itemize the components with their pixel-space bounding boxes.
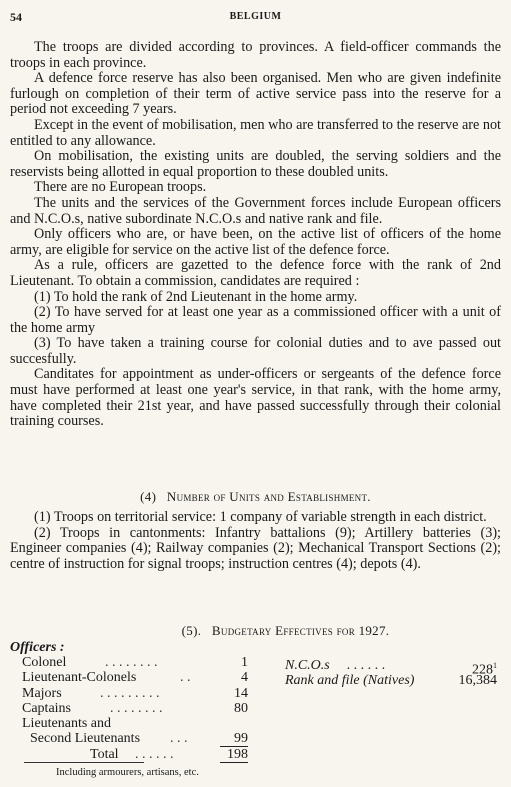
row-value: 80 (234, 700, 248, 716)
table-row (285, 658, 501, 678)
table-row-total (10, 747, 270, 762)
paragraph: Except in the event of mobilisation, men who are transferred to the reserve are not entitled to any allowance. (10, 116, 501, 149)
row-value: 99 (220, 731, 248, 747)
row-label: Total (90, 746, 119, 762)
row-value: 198 (220, 747, 248, 763)
paragraph: Only officers who are, or have been, on the active list of officers of the home army, are eligible for service on the active list of the defence force. (10, 226, 501, 258)
paragraph: On mobilisation, the existing units are doubled, the serving soldiers and the reservists being allotted in equal proportion to these doubled units. (10, 148, 501, 180)
others-column (285, 658, 501, 689)
leader-dots: . . . . . . . . . (100, 685, 160, 701)
table-row (10, 716, 270, 731)
officers-label: Officers : (10, 640, 65, 655)
row-value: 228 (472, 662, 493, 678)
running-head: BELGIUM (229, 11, 282, 22)
section-number: (5). (181, 623, 202, 638)
row-label: Lieutenants and (22, 716, 112, 732)
row-value: 4 (241, 670, 248, 686)
row-value: 14 (234, 685, 248, 701)
row-label: Rank and file (Natives) (285, 673, 415, 689)
units-text (10, 510, 501, 572)
row-label: Majors (22, 685, 62, 701)
paragraph: As a rule, officers are gazetted to the defence force with the rank of 2nd Lieutenant. To obtain a commission, candidates are required : (10, 257, 501, 289)
paragraph: Canditates for appointment as under-officers or sergeants of the defence force must have performed at least one year's service, in that rank, with the home army, have completed their 21st year, and have passed successfully through their colonial training courses. (10, 366, 501, 430)
paragraph: A defence force reserve has also been organised. Men who are given indefinite furlough on completion of their term of active service pass into the reserve for a period not exceeding 7 years. (10, 70, 501, 118)
paragraph: The troops are divided according to provinces. A field-officer commands the troops in each province. (10, 39, 501, 71)
page-number: 54 (10, 10, 22, 24)
section-title: Number of Units and Establishment. (166, 489, 371, 504)
section-number: (4) (140, 489, 157, 504)
table-row (10, 731, 270, 746)
row-label: Lieutenant-Colonels (22, 670, 137, 686)
row-label: Colonel (22, 655, 67, 670)
paragraph: (1) Troops on territorial service: 1 company of variable strength in each district. (34, 509, 487, 525)
requirement-item: (1) To hold the rank of 2nd Lieutenant in the home army. (34, 288, 358, 305)
row-value: 1 (241, 655, 248, 670)
table-row (285, 673, 501, 688)
row-label: N.C.O.s (285, 658, 330, 673)
requirement-item: (2) To have served for at least one year as a commissioned officer with a unit of the home army (10, 304, 501, 336)
leader-dots: . . . . . . (347, 658, 386, 673)
leader-dots: . . . . . . . . (105, 655, 158, 670)
row-label: Captains (22, 700, 71, 716)
table-row (10, 655, 270, 670)
leader-dots: . . . . . . . . (110, 700, 163, 716)
row-value: 16,384 (458, 673, 497, 689)
paragraph: There are no European troops. (34, 179, 207, 196)
leader-dots: . . . . . . (135, 746, 174, 762)
footnote-mark: 1 (493, 661, 497, 670)
section-heading-effectives (30, 623, 511, 639)
table-row (10, 701, 270, 716)
requirement-item: (3) To have taken a training course for colonial duties and to ave passed out succesfully. (10, 335, 501, 367)
page-header (10, 10, 501, 26)
table-row (10, 670, 270, 685)
footnote-rule (24, 762, 144, 763)
paragraph: (2) Troops in cantonments: Infantry battalions (9); Artillery batteries (3); Engineer companies (4); Railway companies (2); Mechanical Transport Sections (2); centre of instruction for signal troops; instruction centres (4); depots (4). (10, 524, 501, 572)
leader-dots: . . (180, 670, 191, 686)
leader-dots: . . . (170, 731, 188, 747)
footnote: Including armourers, artisans, etc. (56, 767, 199, 778)
section-heading-units (0, 489, 511, 505)
officers-column (10, 640, 270, 762)
body-text (10, 40, 501, 430)
row-label: Second Lieutenants (30, 731, 141, 747)
paragraph: The units and the services of the Government forces include European officers and N.C.O.s, native subordinate N.C.O.s and native rank and file. (10, 194, 501, 227)
table-row (10, 686, 270, 701)
section-title: Budgetary Effectives for 1927. (211, 623, 390, 638)
